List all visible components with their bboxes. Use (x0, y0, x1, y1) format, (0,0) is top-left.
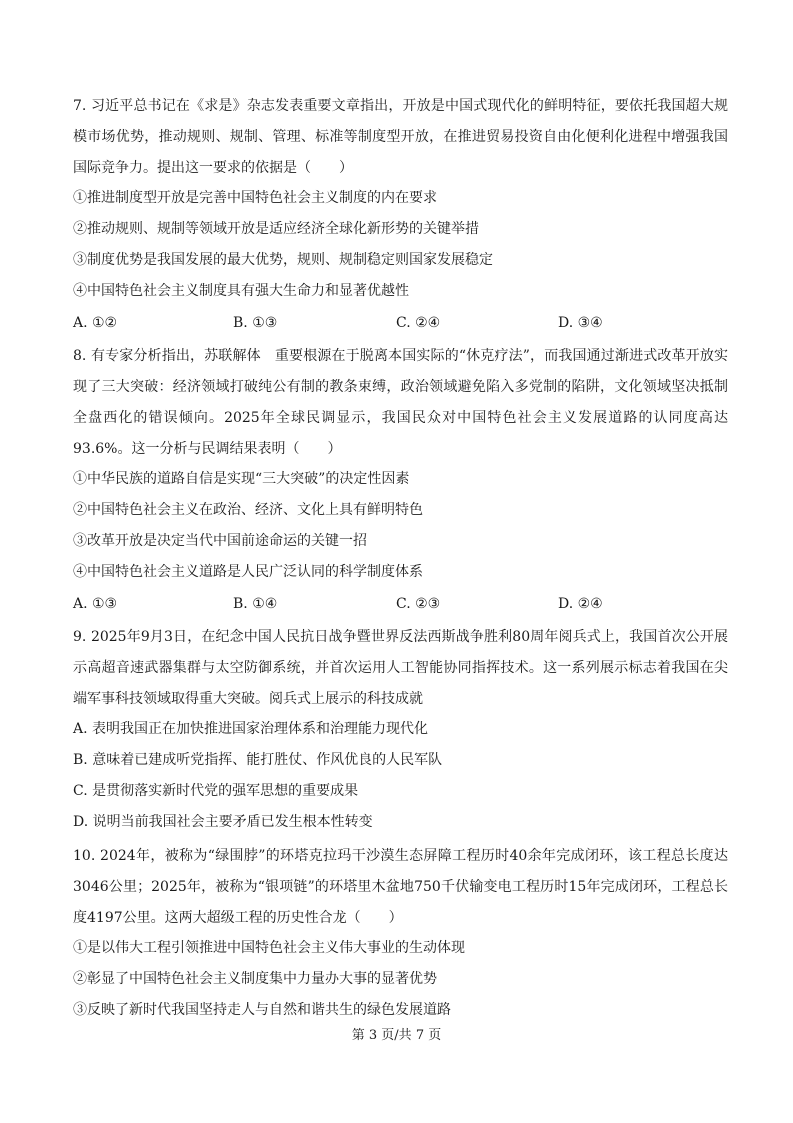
question-7-item-4: ④中国特色社会主义制度具有强大生命力和显著优越性 (73, 283, 409, 299)
question-8-stem: 8. 有专家分析指出，苏联解体 重要根源在于脱离本国实际的“休克疗法”，而我国通过渐进式改革开放实现了三大突破：经济领域打破纯公有制的教条束缚，政治领域避免陷入多党制的陷阱，文化领域坚决抵制全盘西化的错误倾向。2025年全球民调显示，我国民众对中国特色社会主义发展道路的认同度高达93.6%。这一分析与民调结果表明（ ） (73, 348, 728, 457)
question-9-choice-d: D. 说明当前我国社会主要矛盾已发生根本性转变 (73, 814, 373, 830)
question-9-choice-b: B. 意味着已建成听党指挥、能打胜仗、作风优良的人民军队 (73, 752, 443, 768)
question-8-item-3: ③改革开放是决定当代中国前途命运的关键一招 (73, 533, 367, 549)
question-8-item-2: ②中国特色社会主义在政治、经济、文化上具有鲜明特色 (73, 502, 423, 518)
question-9-stem: 9. 2025年9月3日，在纪念中国人民抗日战争暨世界反法西斯战争胜利80周年阅兵式上，我国首次公开展示高超音速武器集群与太空防御系统，并首次运用人工智能协同指挥技术。这一系列展示标志着我国在尖端军事科技领域取得重大突破。阅兵式上展示的科技成就 (73, 629, 728, 707)
question-9-choice-c: C. 是贯彻落实新时代党的强军思想的重要成果 (73, 783, 359, 799)
question-8-item-4: ④中国特色社会主义道路是人民广泛认同的科学制度体系 (73, 564, 423, 580)
option-d: D. ③④ (558, 315, 603, 331)
option-c: C. ②③ (396, 596, 441, 612)
question-8-options (73, 594, 733, 614)
option-b: B. ①③ (233, 315, 278, 331)
question-7-item-1: ①推进制度型开放是完善中国特色社会主义制度的内在要求 (73, 190, 437, 206)
question-7-stem: 7. 习近平总书记在《求是》杂志发表重要文章指出，开放是中国式现代化的鲜明特征，要依托我国超大规模市场优势，推动规则、规制、管理、标准等制度型开放，在推进贸易投资自由化便利化进程中增强我国国际竞争力。提出这一要求的依据是（ ） (73, 98, 728, 176)
option-b: B. ①④ (233, 596, 278, 612)
option-a: A. ①③ (73, 596, 118, 612)
question-7-item-3: ③制度优势是我国发展的最大优势，规则、规制稳定则国家发展稳定 (73, 252, 493, 268)
question-10-item-1: ①是以伟大工程引领推进中国特色社会主义伟大事业的生动体现 (73, 940, 465, 956)
option-a: A. ①② (73, 315, 118, 331)
question-8-item-1: ①中华民族的道路自信是实现“三大突破”的决定性因素 (73, 471, 410, 487)
option-d: D. ②④ (558, 596, 603, 612)
question-7-options (73, 313, 733, 333)
page-number: 第 3 页/共 7 页 (351, 1028, 442, 1043)
question-9-choice-a: A. 表明我国正在加快推进国家治理体系和治理能力现代化 (73, 721, 429, 737)
option-c: C. ②④ (396, 315, 441, 331)
question-7-item-2: ②推动规则、规制等领域开放是适应经济全球化新形势的关键举措 (73, 221, 479, 237)
question-10-item-2: ②彰显了中国特色社会主义制度集中力量办大事的显著优势 (73, 971, 437, 987)
question-10-item-3: ③反映了新时代我国坚持走人与自然和谐共生的绿色发展道路 (73, 1002, 451, 1018)
question-10-stem: 10. 2024年，被称为“绿围脖”的环塔克拉玛干沙漠生态屏障工程历时40余年完成闭环，该工程总长度达3046公里；2025年，被称为“银项链”的环塔里木盆地750千伏输变电工程历时15年完成闭环，工程总长度4197公里。这两大超级工程的历史性合龙（ ） (73, 848, 728, 926)
